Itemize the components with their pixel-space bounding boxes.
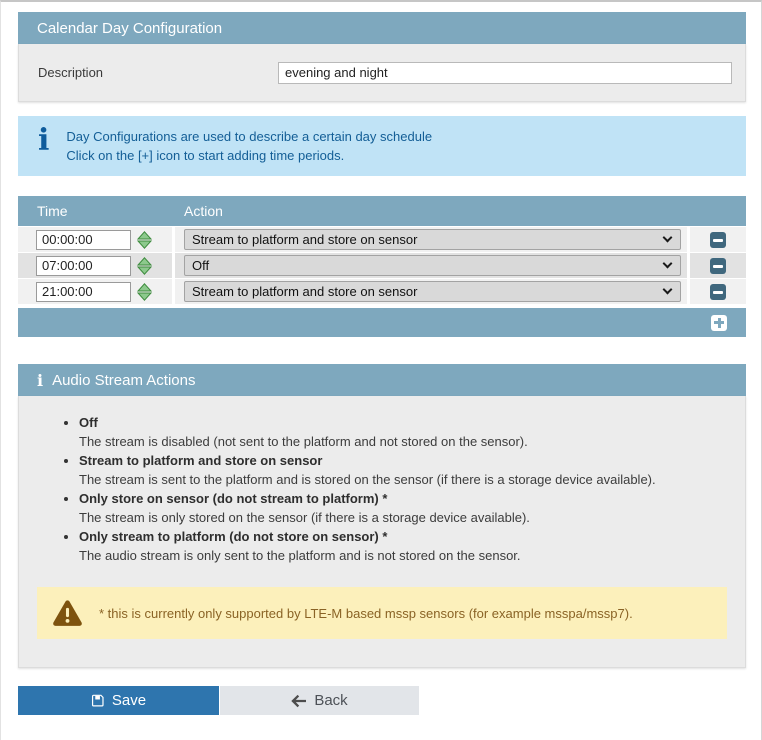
action-term: • Stream to platform and store on sensor <box>79 453 323 468</box>
config-panel-body <box>18 44 746 102</box>
action-description: The stream is disabled (not sent to the platform and not stored on the sensor). <box>79 434 528 449</box>
remove-row-button[interactable] <box>710 232 726 248</box>
info-icon: i <box>37 370 44 390</box>
time-spinner-icon[interactable] <box>137 283 152 301</box>
description-label: Description <box>38 65 104 80</box>
save-button[interactable] <box>18 686 219 715</box>
time-spinner-icon[interactable] <box>137 231 152 249</box>
audio-actions-title: Audio Stream Actions <box>52 371 196 389</box>
actions-list <box>37 413 727 565</box>
column-header-time: Time <box>37 203 68 219</box>
content <box>18 12 746 715</box>
remove-row-button[interactable] <box>710 284 726 300</box>
back-button-label: Back <box>314 692 348 709</box>
list-item <box>79 489 727 527</box>
warning-icon <box>52 599 83 627</box>
add-row-button[interactable] <box>711 315 727 331</box>
audio-actions-header <box>18 364 746 396</box>
button-row <box>18 686 746 715</box>
time-cell <box>18 227 172 252</box>
action-select[interactable] <box>184 229 681 250</box>
action-description: The audio stream is only sent to the platform and is not stored on the sensor. <box>79 548 521 563</box>
list-item <box>79 527 727 565</box>
action-cell <box>175 253 687 278</box>
action-cell <box>175 279 687 304</box>
action-term: • Off <box>79 415 98 430</box>
action-select-wrap <box>184 281 681 302</box>
audio-actions-panel <box>18 364 746 668</box>
back-button[interactable] <box>220 686 419 715</box>
action-description: The stream is only stored on the sensor (if there is a storage device available). <box>79 510 530 525</box>
schedule-table <box>18 196 746 337</box>
time-spinner-icon[interactable] <box>137 257 152 275</box>
save-icon <box>91 694 104 707</box>
remove-row-button[interactable] <box>710 258 726 274</box>
column-header-action: Action <box>184 203 223 219</box>
info-box <box>18 116 746 176</box>
action-term: • Only stream to platform (do not store on sensor) * <box>79 529 388 544</box>
row-buttons-cell <box>690 253 746 278</box>
warning-box <box>37 587 727 639</box>
table-row <box>18 279 746 304</box>
list-item <box>79 451 727 489</box>
action-select-wrap <box>184 229 681 250</box>
audio-actions-body <box>18 396 746 668</box>
row-buttons-cell <box>690 279 746 304</box>
action-term: • Only store on sensor (do not stream to platform) * <box>79 491 388 506</box>
list-item <box>79 413 727 451</box>
info-icon: i <box>38 123 50 158</box>
save-button-label: Save <box>111 692 147 709</box>
info-line-2: Click on the [+] icon to start adding time periods. <box>66 148 345 163</box>
time-cell <box>18 253 172 278</box>
table-footer <box>18 308 746 337</box>
page-title: Calendar Day Configuration <box>37 19 223 37</box>
table-row <box>18 253 746 278</box>
config-panel <box>18 12 746 102</box>
time-input[interactable] <box>36 256 131 276</box>
description-input[interactable] <box>278 62 732 84</box>
action-select-wrap <box>184 255 681 276</box>
action-cell <box>175 227 687 252</box>
action-description: The stream is sent to the platform and is stored on the sensor (if there is a storage device available). <box>79 472 656 487</box>
table-row <box>18 227 746 252</box>
time-input[interactable] <box>36 282 131 302</box>
back-arrow-icon <box>291 694 306 708</box>
row-buttons-cell <box>690 227 746 252</box>
table-header <box>18 196 746 226</box>
info-text <box>66 127 432 165</box>
config-panel-header <box>18 12 746 44</box>
time-cell <box>18 279 172 304</box>
info-line-1: Day Configurations are used to describe a certain day schedule <box>66 129 433 144</box>
action-select[interactable] <box>184 281 681 302</box>
time-input[interactable] <box>36 230 131 250</box>
action-select[interactable] <box>184 255 681 276</box>
warning-text: * this is currently only supported by LTE-M based mssp sensors (for example msspa/mssp7). <box>99 605 633 621</box>
